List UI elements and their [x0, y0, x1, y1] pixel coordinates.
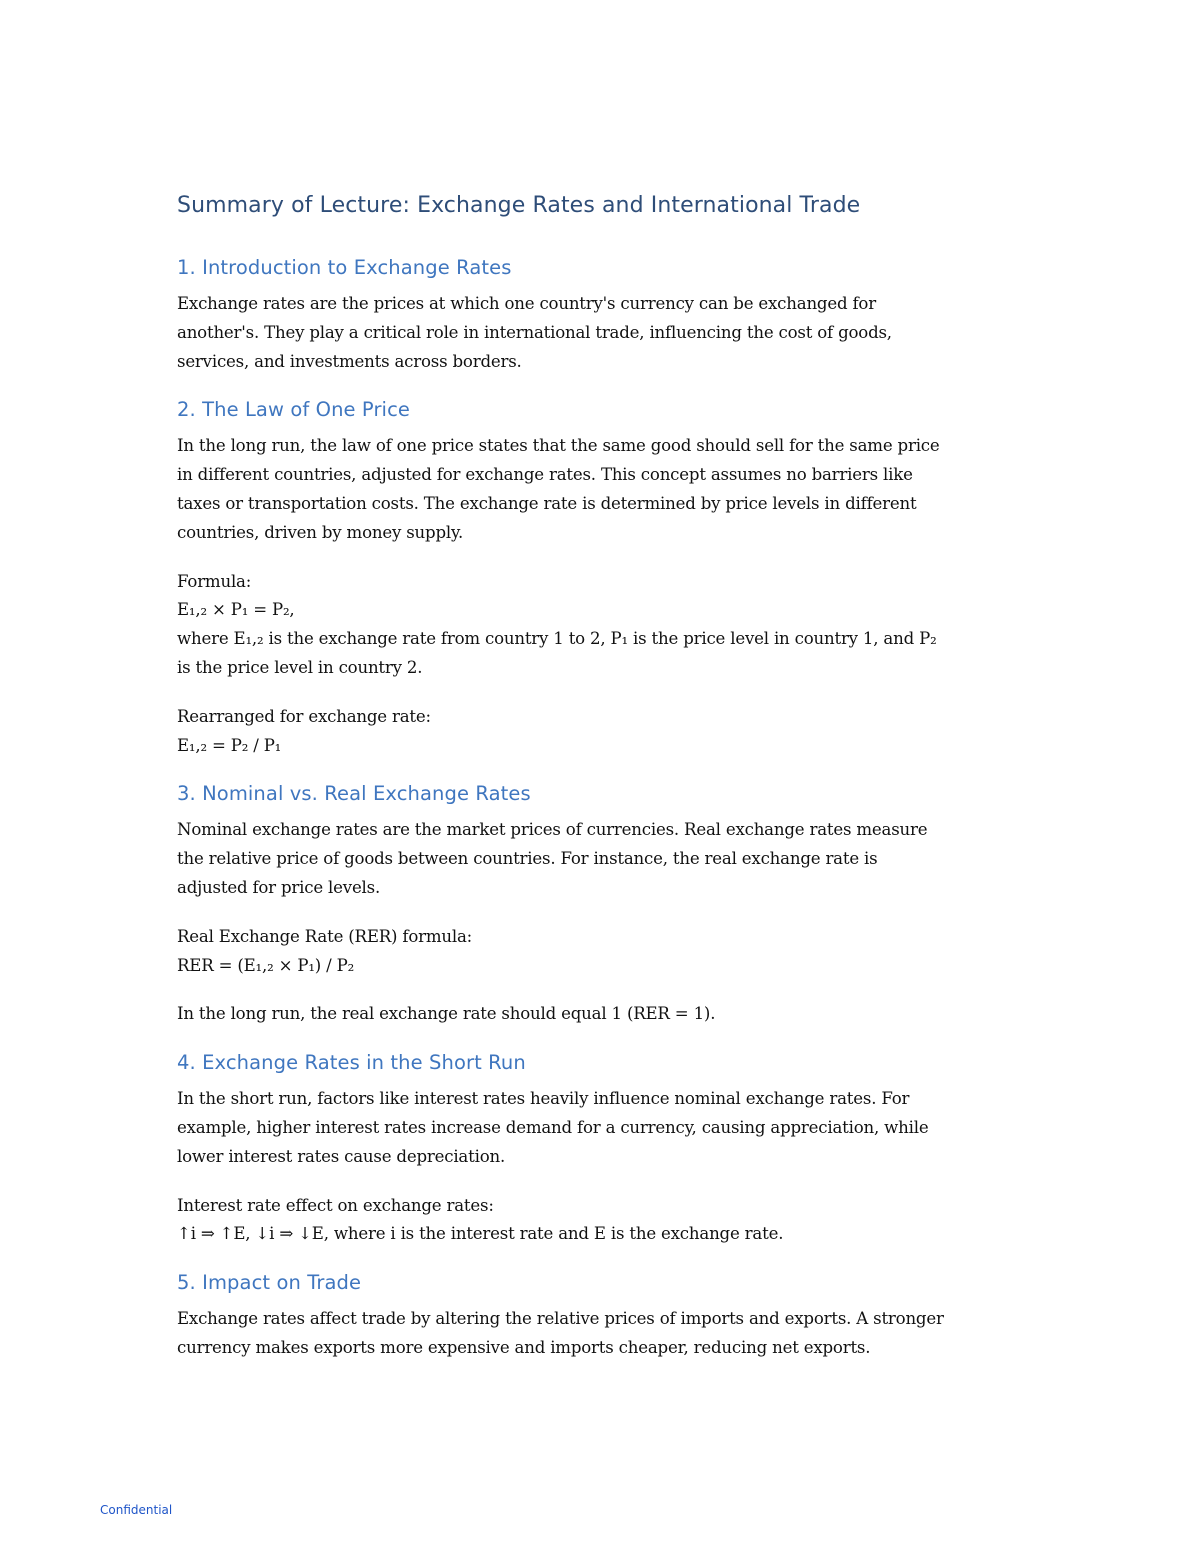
formula-label: Interest rate effect on exchange rates:	[177, 1195, 494, 1215]
text-line: in different countries, adjusted for exchange rates. This concept assumes no barriers like	[177, 465, 913, 485]
text-line: Exchange rates are the prices at which one country's currency can be exchanged for	[177, 294, 876, 313]
text-line: example, higher interest rates increase demand for a currency, causing appreciation, while	[177, 1117, 929, 1137]
text-line: services, and investments across borders.	[177, 351, 522, 371]
section-law-of-one-price	[177, 396, 1037, 760]
formula-label: Rearranged for exchange rate:	[177, 706, 431, 726]
formula: ↑i ⇒ ↑E, ↓i ⇒ ↓E, where i is the interest rate and E is the exchange rate.	[177, 1224, 784, 1244]
section-note	[177, 1000, 1037, 1029]
formula-block	[177, 923, 1037, 981]
section-short-run	[177, 1049, 1037, 1249]
formula-block	[177, 1192, 1037, 1250]
text-line: another's. They play a critical role in international trade, influencing the cost of goods,	[177, 322, 892, 342]
confidential-footer: Confidential	[100, 1503, 173, 1517]
section-heading: 3. Nominal vs. Real Exchange Rates	[177, 782, 531, 806]
document-body	[177, 190, 1037, 1383]
rearranged-formula-block	[177, 703, 1037, 761]
formula: E₁,₂ = P₂ / P₁	[177, 735, 282, 755]
section-paragraph	[177, 1085, 1037, 1171]
section-heading: 2. The Law of One Price	[177, 398, 410, 422]
formula-explanation: where E₁,₂ is the exchange rate from country 1 to 2, P₁ is the price level in country 1, and P₂	[177, 629, 937, 649]
section-heading: 5. Impact on Trade	[177, 1271, 362, 1295]
formula-explanation: is the price level in country 2.	[177, 657, 423, 677]
formula-label: Real Exchange Rate (RER) formula:	[177, 926, 473, 946]
section-paragraph	[177, 1305, 1037, 1363]
section-introduction	[177, 254, 1037, 376]
section-paragraph	[177, 290, 1037, 376]
formula: RER = (E₁,₂ × P₁) / P₂	[177, 955, 355, 975]
document-title: Summary of Lecture: Exchange Rates and International Trade	[177, 193, 861, 218]
text-line: adjusted for price levels.	[177, 877, 381, 897]
section-paragraph	[177, 816, 1037, 902]
text-line: the relative price of goods between countries. For instance, the real exchange rate is	[177, 849, 878, 869]
section-impact-on-trade	[177, 1269, 1037, 1363]
formula: E₁,₂ × P₁ = P₂,	[177, 600, 295, 620]
text-line: Exchange rates affect trade by altering the relative prices of imports and exports. A stronger	[177, 1309, 944, 1329]
section-heading: 4. Exchange Rates in the Short Run	[177, 1051, 526, 1075]
text-line: countries, driven by money supply.	[177, 522, 464, 542]
section-paragraph	[177, 432, 1037, 547]
section-nominal-vs-real	[177, 780, 1037, 1029]
text-line: In the long run, the real exchange rate should equal 1 (RER = 1).	[177, 1004, 716, 1024]
text-line: In the long run, the law of one price states that the same good should sell for the same price	[177, 436, 940, 456]
text-line: lower interest rates cause depreciation.	[177, 1146, 506, 1166]
text-line: taxes or transportation costs. The exchange rate is determined by price levels in different	[177, 493, 917, 513]
formula-label: Formula:	[177, 571, 252, 591]
text-line: currency makes exports more expensive and imports cheaper, reducing net exports.	[177, 1337, 871, 1357]
text-line: In the short run, factors like interest rates heavily influence nominal exchange rates. For	[177, 1089, 910, 1109]
section-heading: 1. Introduction to Exchange Rates	[177, 256, 512, 279]
formula-block	[177, 568, 1037, 683]
text-line: Nominal exchange rates are the market prices of currencies. Real exchange rates measure	[177, 820, 928, 840]
